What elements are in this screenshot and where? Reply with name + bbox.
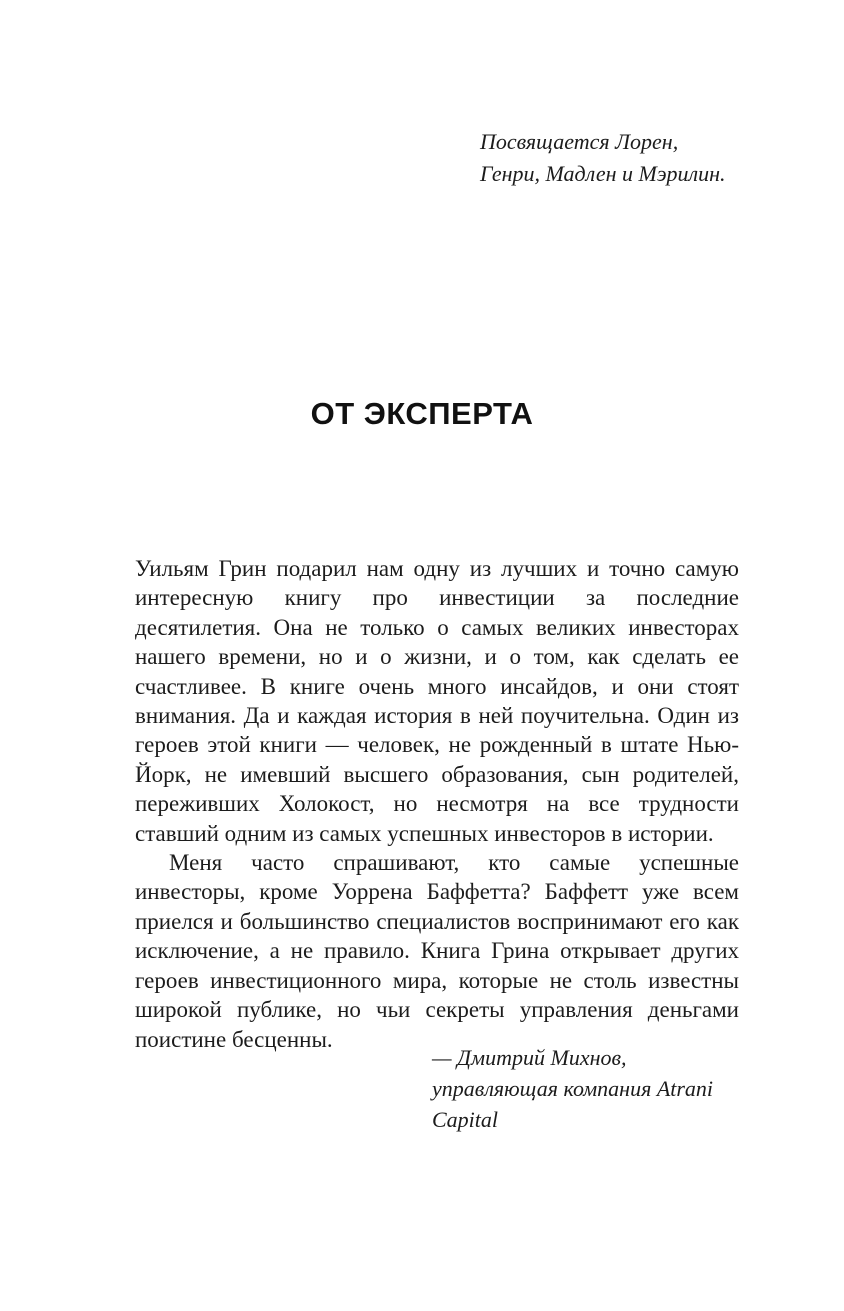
body-text xyxy=(135,554,739,1054)
paragraph: Меня часто спрашивают, кто самые успешные инвесторы, кроме Уоррена Баффетта? Баффетт уже всем приелся и большинство специалистов воспринимают его как исключение, а не правило. Книга Грина открывает других героев инвестиционного мира, которые не столь известны широкой публике, но чьи секреты управления деньгами поистине бесценны. xyxy=(135,850,739,1052)
signature-line: управляющая компания Atrani xyxy=(432,1076,714,1101)
signature-line: Capital xyxy=(432,1107,499,1132)
dedication xyxy=(480,126,726,190)
paragraph: Уильям Грин подарил нам одну из лучших и точно самую интересную книгу про инвестиции за последние десятилетия. Она не только о самых великих инвесторах нашего времени, но и о жизни, и о том, как сделать ее счастливее. В книге очень много инсайдов, и они стоят внимания. Да и каждая история в ней поучительна. Один из героев этой книги — человек, не рожденный в штате Нью-Йорк, не имевший высшего образования, сын родителей, переживших Холокост, но несмотря на все трудности ставший одним из самых успешных инвесторов в истории. xyxy=(135,556,739,846)
dedication-line: Посвящается Лорен, xyxy=(480,129,679,154)
signature xyxy=(432,1042,713,1135)
chapter-heading: ОТ ЭКСПЕРТА xyxy=(310,396,534,431)
dedication-line: Генри, Мадлен и Мэрилин. xyxy=(480,161,726,186)
signature-line: — Дмитрий Михнов, xyxy=(432,1045,627,1070)
